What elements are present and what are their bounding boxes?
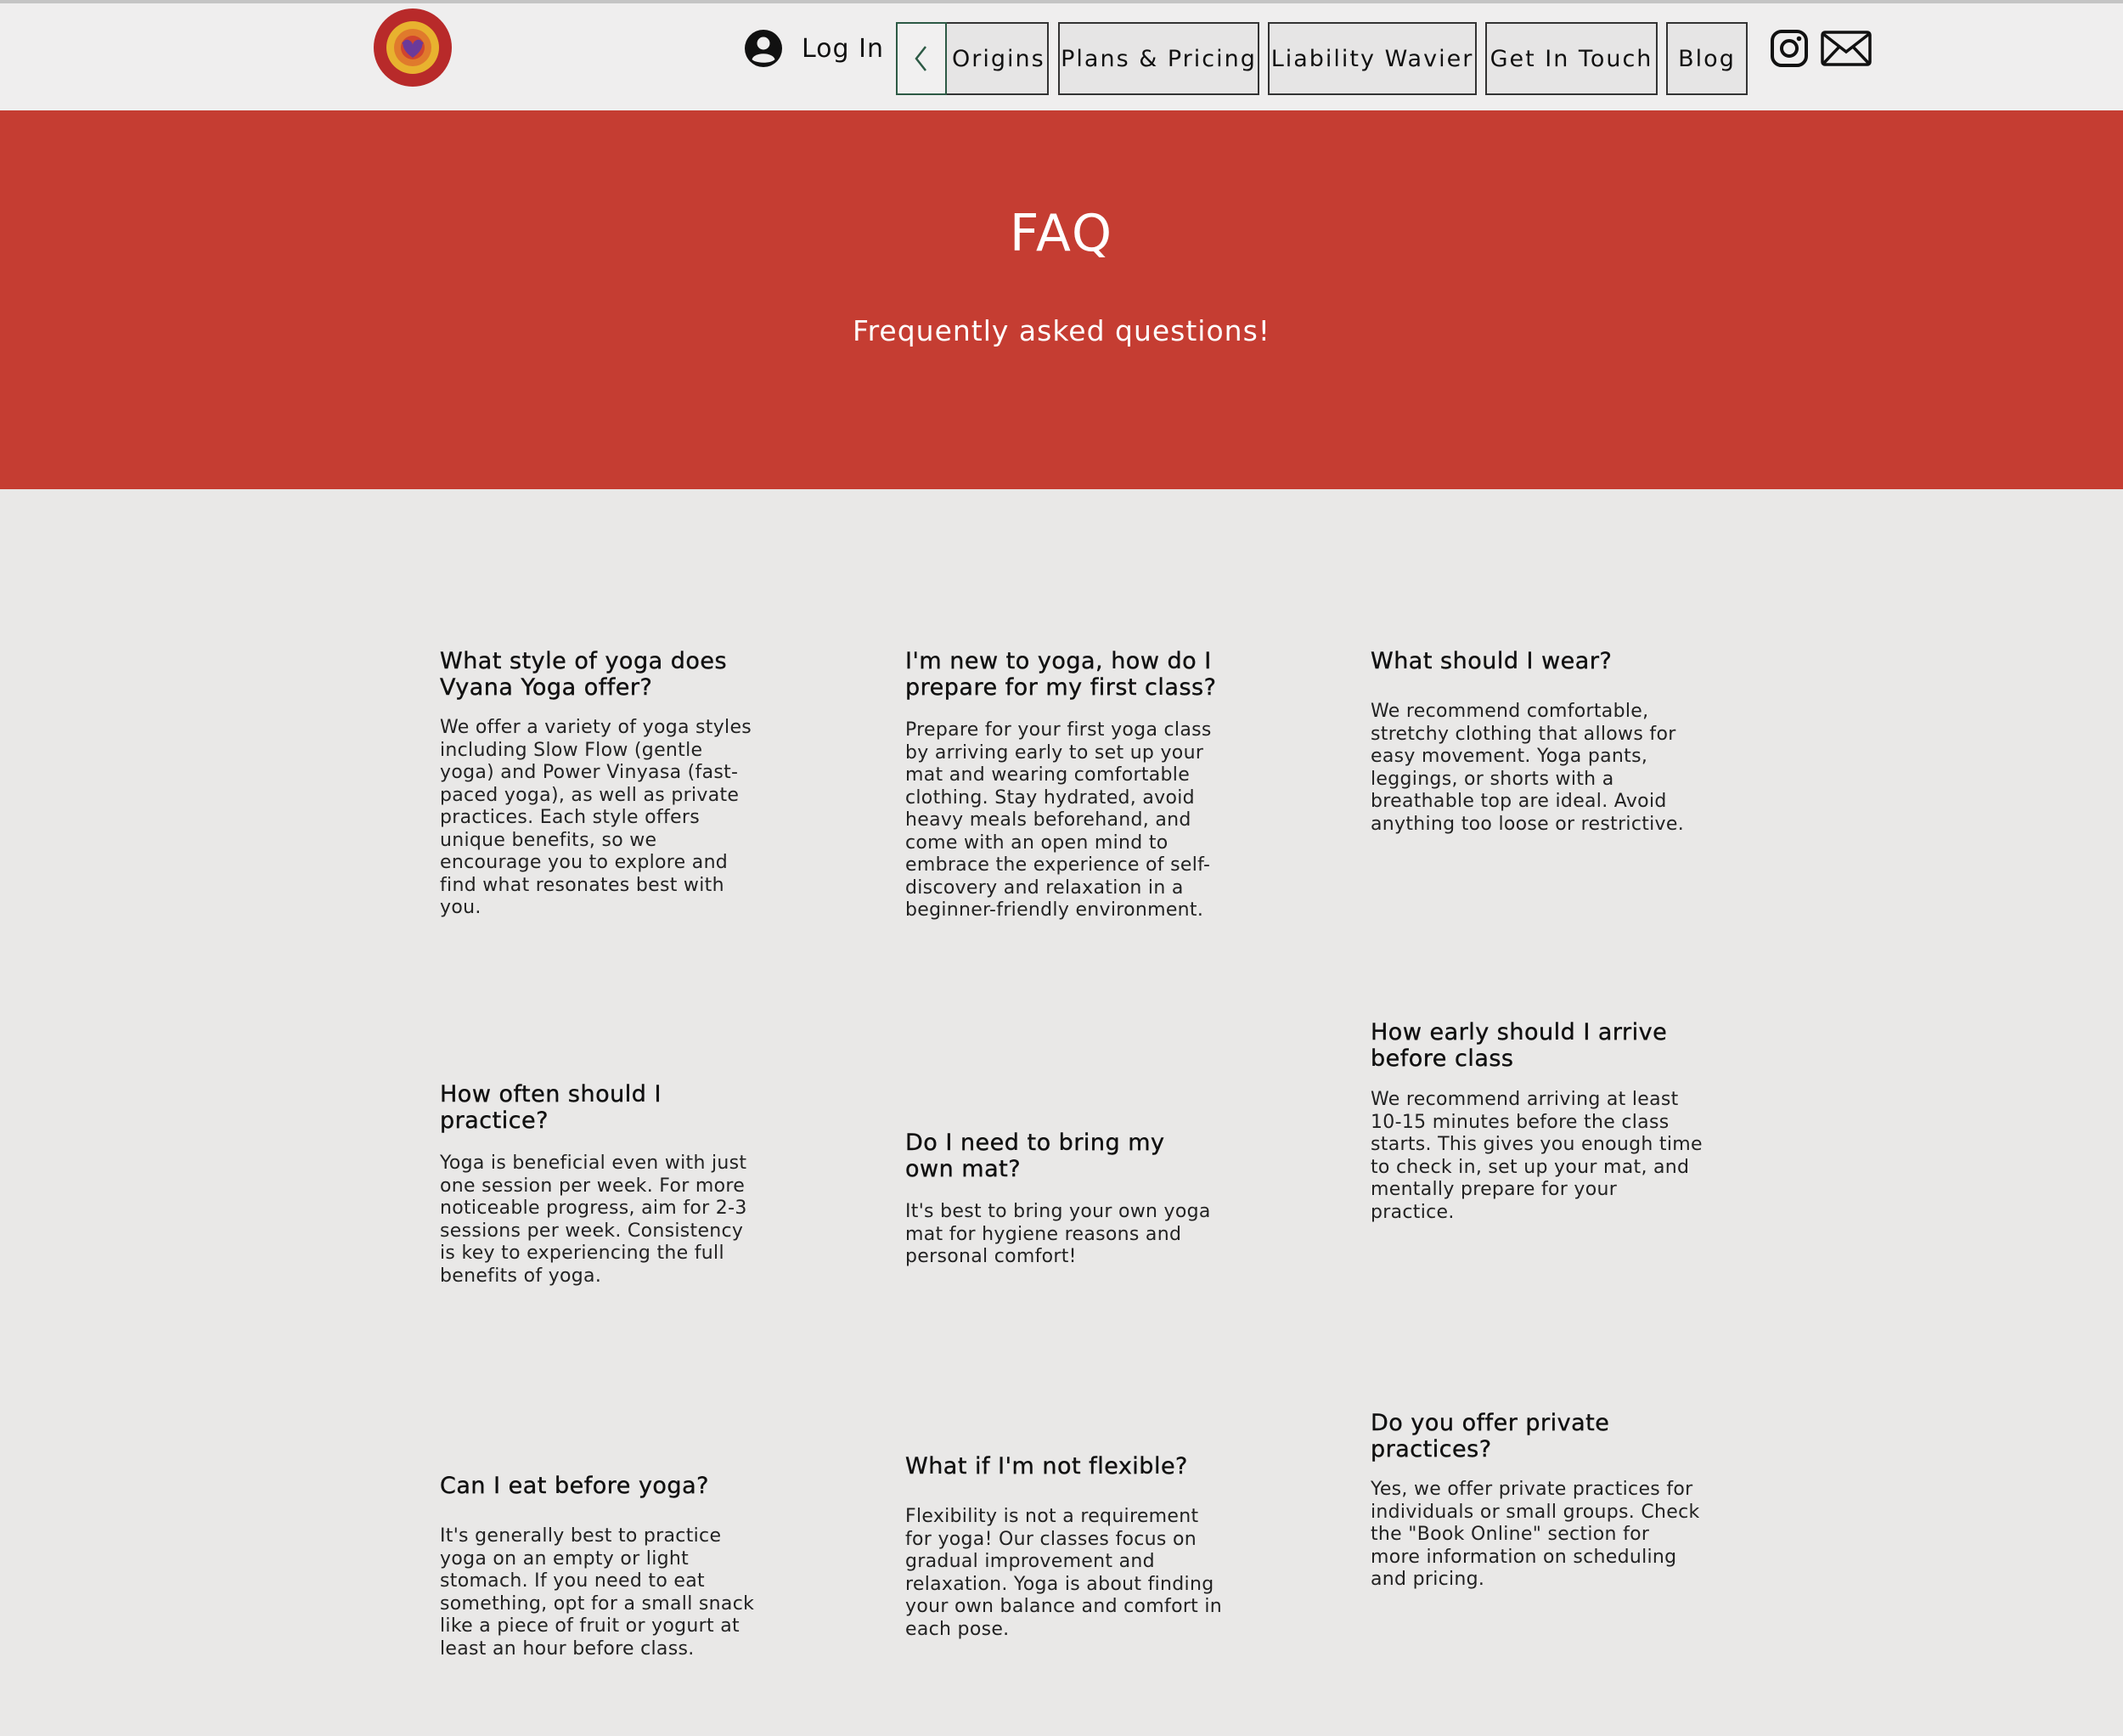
page-subtitle: Frequently asked questions! — [852, 314, 1270, 347]
faq-answer: Flexibility is not a requirement for yoga! Our classes focus on gradual improvement and relaxation. Yoga is about finding your own balance and comfort in each pose. — [905, 1506, 1223, 1640]
faq-question: How often should I practice? — [440, 1081, 662, 1134]
login-button[interactable] — [744, 27, 884, 70]
vyana-yoga-logo[interactable] — [374, 8, 452, 87]
user-avatar-icon — [744, 29, 783, 68]
faq-item — [440, 648, 763, 920]
faq-answer: Prepare for your first yoga class by arriving early to set up your mat and wearing comfortable clothing. Stay hydrated, avoid heavy meals beforehand, and come with an open mind to embrace the experience of self-discovery and relaxation in a beginner-friendly environment. — [905, 719, 1212, 921]
faq-item — [440, 1473, 763, 1660]
nav-item-liability-wavier[interactable]: Liability Wavier — [1268, 22, 1477, 95]
faq-question: How early should I arrive before class — [1371, 1019, 1668, 1072]
faq-question: What should I wear? — [1371, 648, 1613, 674]
faq-question: What style of yoga does Vyana Yoga offer? — [440, 648, 728, 701]
page-title: FAQ — [1009, 204, 1114, 263]
mail-icon[interactable] — [1821, 31, 1872, 66]
faq-answer: We recommend arriving at least 10-15 minutes before the class starts. This gives you enough time to check in, set up your mat, and mentally prepare for your practice. — [1371, 1089, 1703, 1223]
faq-question: I'm new to yoga, how do I prepare for my first class? — [905, 648, 1217, 701]
faq-item — [905, 648, 1219, 922]
faq-question: Do I need to bring my own mat? — [905, 1130, 1165, 1182]
faq-answer: It's generally best to practice yoga on an empty or light stomach. If you need to eat something, opt for a small snack like a piece of fruit or yogurt at least an hour before class. — [440, 1525, 755, 1660]
faq-item — [905, 1130, 1219, 1269]
nav-item-plans-pricing[interactable]: Plans & Pricing — [1058, 22, 1259, 95]
faq-answer: It's best to bring your own yoga mat for hygiene reasons and personal comfort! — [905, 1201, 1211, 1267]
faq-item — [1371, 1410, 1703, 1592]
faq-item — [1371, 1019, 1703, 1224]
chevron-left-icon — [912, 43, 931, 74]
instagram-icon[interactable] — [1770, 29, 1809, 68]
nav-item-origins[interactable]: Origins — [947, 22, 1049, 95]
faq-item — [1371, 648, 1703, 836]
site-header — [0, 0, 2123, 110]
faq-question: What if I'm not flexible? — [905, 1453, 1188, 1480]
faq-answer: We recommend comfortable, stretchy clothing that allows for easy movement. Yoga pants, leggings, or shorts with a breathable top are ideal. Avoid anything too loose or restrictive. — [1371, 701, 1685, 835]
login-label: Log In — [802, 33, 884, 64]
faq-answer: We offer a variety of yoga styles including Slow Flow (gentle yoga) and Power Vinyasa (fast-paced yoga), as well as private practices. Each style offers unique benefits, so we encourage you to explore and find what resonates best with you. — [440, 717, 752, 918]
faq-question: Do you offer private practices? — [1371, 1410, 1610, 1463]
nav-item-blog[interactable]: Blog — [1666, 22, 1748, 95]
faq-item — [440, 1081, 763, 1288]
nav-scroll-left-button[interactable] — [896, 22, 947, 95]
faq-hero-banner — [0, 110, 2123, 489]
nav-item-get-in-touch[interactable]: Get In Touch — [1485, 22, 1658, 95]
faq-answer: Yoga is beneficial even with just one session per week. For more noticeable progress, aim for 2-3 sessions per week. Consistency is key to experiencing the full benefits of yoga. — [440, 1153, 747, 1287]
faq-answer: Yes, we offer private practices for individuals or small groups. Check the "Book Online" section for more information on scheduling and pricing. — [1371, 1479, 1700, 1590]
faq-question: Can I eat before yoga? — [440, 1473, 709, 1499]
faq-item — [905, 1453, 1228, 1641]
